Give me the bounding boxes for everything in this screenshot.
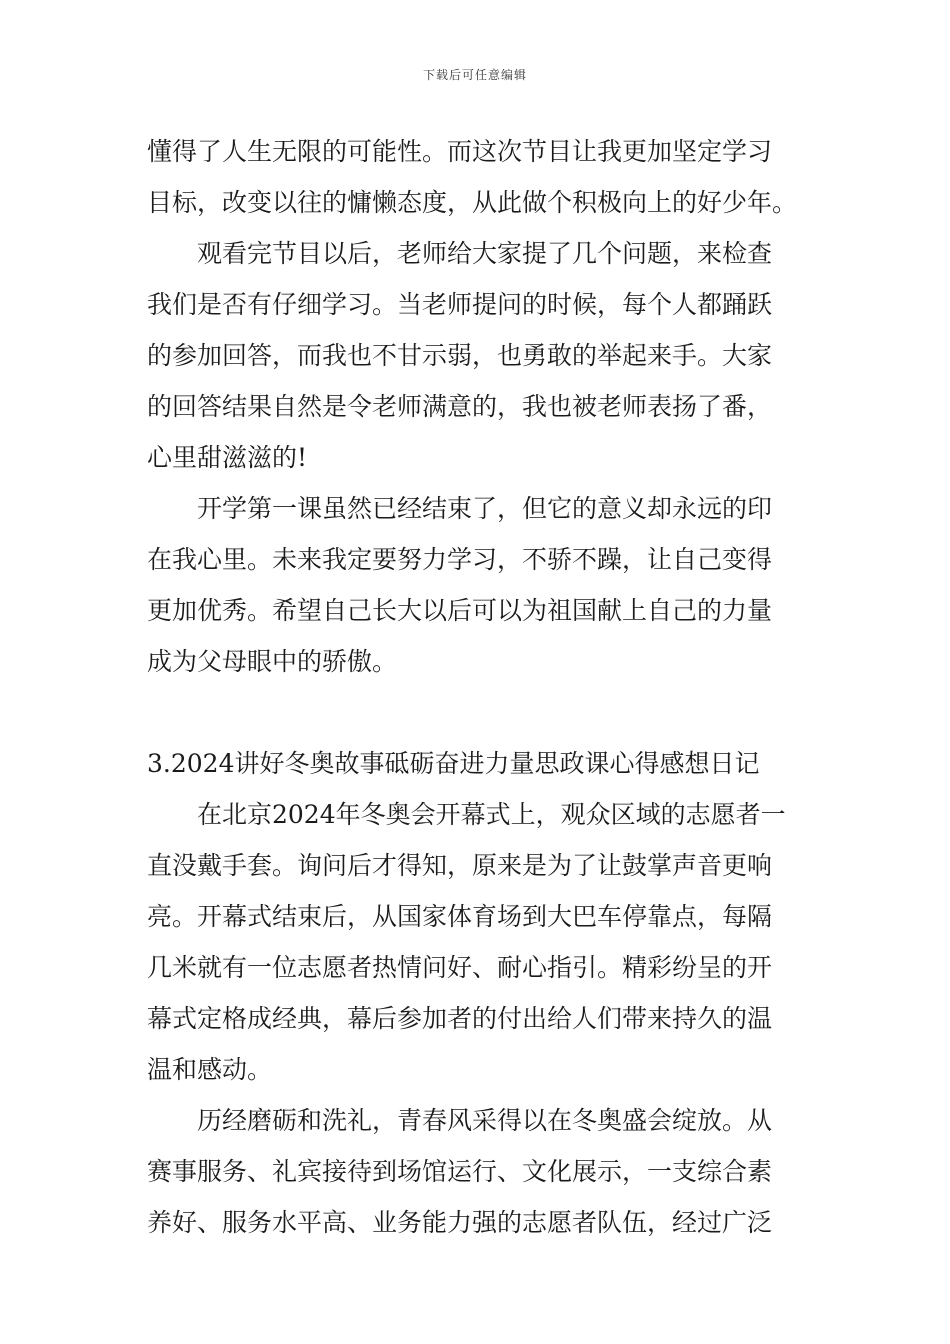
text-line: 直没戴手套。询问后才得知，原来是为了让鼓掌声音更响: [147, 851, 773, 880]
section-heading: [147, 738, 807, 789]
page-header-note: 下载后可任意编辑: [422, 68, 527, 82]
text-line: 几米就有一位志愿者热情问好、耐心指引。精彩纷呈的开: [147, 953, 773, 982]
text-line: 目标，改变以往的慵懒态度，从此做个积极向上的好少年。: [147, 188, 798, 217]
text-line: 在我心里。未来我定要努力学习，不骄不躁，让自己变得: [147, 545, 773, 574]
text-line: 在北京2024年冬奥会开幕式上，观众区域的志愿者一: [197, 800, 786, 829]
document-body: [147, 126, 807, 1248]
text-line: 心里甜滋滋的!: [147, 443, 308, 472]
paragraph: [147, 228, 807, 483]
text-line: 温和感动。: [147, 1055, 273, 1084]
text-line: 我们是否有仔细学习。当老师提问的时候，每个人都踊跃: [147, 290, 773, 319]
text-line: 成为父母眼中的骄傲。: [147, 647, 398, 676]
text-line: 赛事服务、礼宾接待到场馆运行、文化展示，一支综合素: [147, 1157, 773, 1186]
text-line: 养好、服务水平高、业务能力强的志愿者队伍，经过广泛: [147, 1208, 773, 1237]
text-line: 亮。开幕式结束后，从国家体育场到大巴车停靠点，每隔: [147, 902, 773, 931]
paragraph: [147, 126, 807, 228]
paragraph: [147, 789, 807, 1095]
text-line: 幕式定格成经典，幕后参加者的付出给人们带来持久的温: [147, 1004, 773, 1033]
paragraph: [147, 1095, 807, 1248]
text-line: 的回答结果自然是令老师满意的，我也被老师表扬了番，: [147, 392, 773, 421]
text-line: 开学第一课虽然已经结束了，但它的意义却永远的印: [197, 494, 773, 523]
section-heading-text: 3.2024讲好冬奥故事砥砺奋进力量思政课心得感想日记: [147, 749, 760, 778]
text-line: 更加优秀。希望自己长大以后可以为祖国献上自己的力量: [147, 596, 773, 625]
text-line: 的参加回答，而我也不甘示弱，也勇敢的举起来手。大家: [147, 341, 773, 370]
text-line: 懂得了人生无限的可能性。而这次节目让我更加坚定学习: [147, 137, 773, 166]
text-line: 历经磨砺和洗礼，青春风采得以在冬奥盛会绽放。从: [197, 1106, 773, 1135]
paragraph: [147, 483, 807, 687]
text-line: 观看完节目以后，老师给大家提了几个问题，来检查: [197, 239, 773, 268]
blank-line: [147, 687, 807, 738]
